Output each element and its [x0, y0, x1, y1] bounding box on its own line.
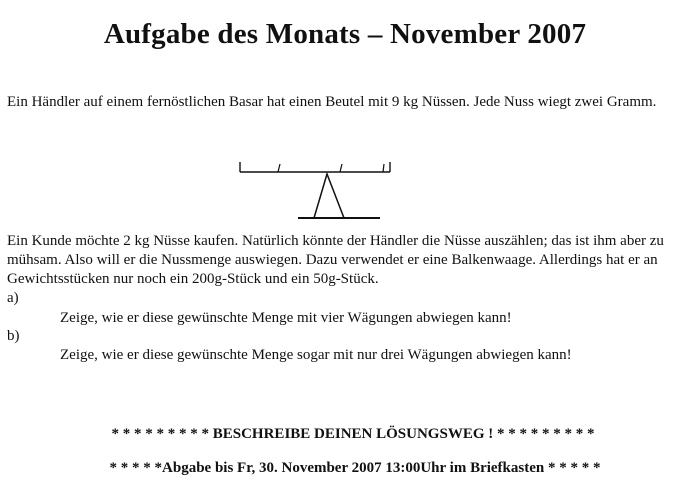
scale-right-inner-hook: [340, 164, 342, 172]
scale-left-pan-hook: [278, 164, 280, 172]
balance-scale-icon: [230, 150, 400, 225]
intro-paragraph: Ein Händler auf einem fernöstlichen Basar hat einen Beutel mit 9 kg Nüssen. Jede Nuss wiegt zwei Gramm.: [7, 94, 657, 110]
task-b-text: Zeige, wie er diese gewünschte Menge sogar mit nur drei Wägungen abwiegen kann!: [60, 347, 572, 363]
footer-deadline: * * * * *Abgabe bis Fr, 30. November 2007 13:00Uhr im Briefkasten * * * * *: [109, 460, 601, 476]
task-a-label: a): [7, 290, 19, 306]
scale-right-pan-hook: [383, 164, 384, 172]
scale-support: [314, 174, 344, 218]
task-a-text: Zeige, wie er diese gewünschte Menge mit vier Wägungen abwiegen kann!: [60, 310, 512, 326]
task-b-label: b): [7, 328, 20, 344]
page-title: Aufgabe des Monats – November 2007: [103, 18, 587, 50]
footer-instruction: * * * * * * * * * BESCHREIBE DEINEN LÖSUNGSWEG ! * * * * * * * * *: [111, 426, 595, 442]
story-paragraph: Ein Kunde möchte 2 kg Nüsse kaufen. Natürlich könnte der Händler die Nüsse auszählen; das ist ihm aber zu mühsam. Also will er die Nussmenge auswiegen. Dazu verwendet er eine Balkenwaage. Allerdings hat er an Gewichtsstücken nur noch ein 200g-Stück und ein 50g-Stück.: [7, 233, 664, 287]
